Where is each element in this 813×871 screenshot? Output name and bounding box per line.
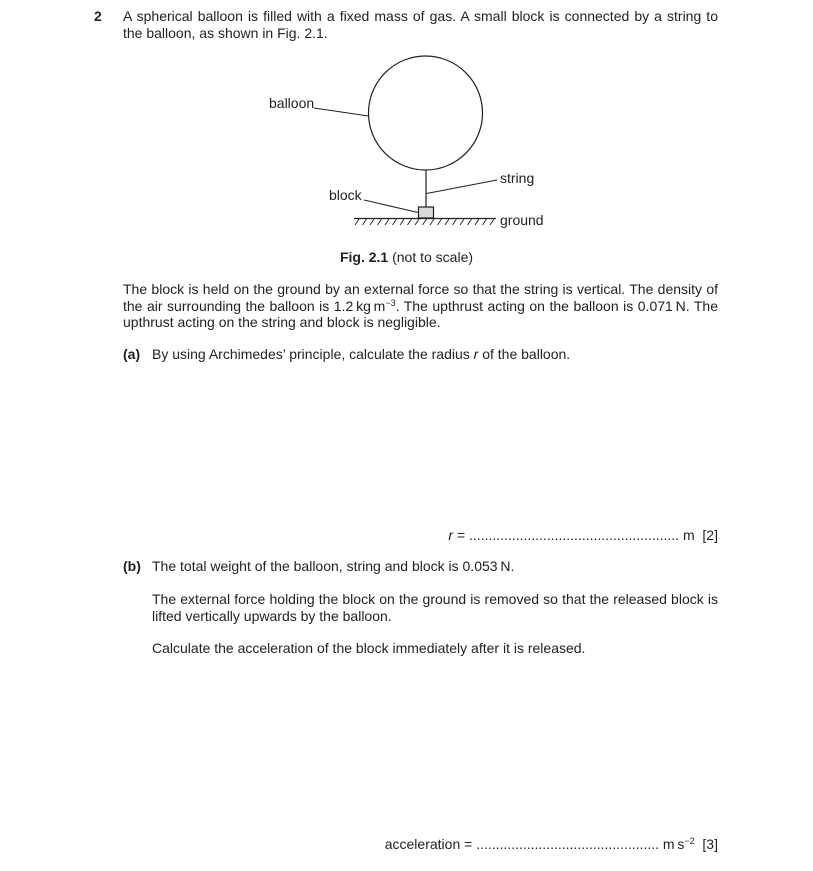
string-label: string <box>500 170 535 186</box>
part-a-label: (a) <box>123 346 141 362</box>
part-a-text-pre: By using Archimedes’ principle, calculate the radius <box>152 346 474 362</box>
body-text-end: . The upthrust acting on the balloon is 0.071 N. The upthrust acting on the string and block is negligible. <box>123 297 718 330</box>
answer-a-blank[interactable]: ...................................................... <box>469 527 680 543</box>
answer-b-unit: m s <box>659 836 685 852</box>
block-label: block <box>329 187 362 203</box>
answer-b-blank[interactable]: ............................................... <box>476 836 660 852</box>
balloon-leader-line <box>314 108 369 116</box>
body-text-start: The block is held on the ground by an external force so that the string is vertical. The density of the air surrounding the balloon is 1.2 kg m <box>123 281 718 314</box>
figure-2-1-diagram <box>0 0 813 240</box>
figure-caption-note: (not to scale) <box>388 249 474 265</box>
part-b-answer-line[interactable] <box>385 836 718 852</box>
block-leader-line <box>364 200 418 213</box>
ground-label: ground <box>500 212 544 228</box>
block-shape <box>419 207 434 218</box>
part-a-question <box>123 346 723 364</box>
part-b-question <box>123 558 723 576</box>
part-a-text <box>152 346 570 363</box>
part-a-answer-line[interactable] <box>448 527 718 543</box>
answer-variable-r: r <box>448 527 454 543</box>
part-b-text-3: Calculate the acceleration of the block immediately after it is released. <box>152 640 586 656</box>
part-b-label: (b) <box>123 558 141 574</box>
part-b-marks: [3] <box>702 836 718 852</box>
answer-b-label: acceleration = <box>384 836 477 852</box>
answer-b-unit-exponent: −2 <box>684 836 695 846</box>
part-b-text-1: The total weight of the balloon, string and block is 0.053 N. <box>152 558 515 574</box>
part-a-marks: [2] <box>702 527 718 543</box>
question-body <box>123 281 718 331</box>
figure-caption-number: Fig. 2.1 <box>339 249 389 265</box>
density-exponent: −3 <box>385 297 396 308</box>
question-intro: A spherical balloon is filled with a fixed mass of gas. A small block is connected by a string to the balloon, as shown in Fig. 2.1. <box>123 8 718 41</box>
part-b-text-2: The external force holding the block on the ground is removed so that the released block is lifted vertically upwards by the balloon. <box>152 591 718 624</box>
question-number: 2 <box>94 8 102 24</box>
part-a-text-post: of the balloon. <box>478 346 571 362</box>
answer-a-unit: m <box>679 527 695 543</box>
ground-hatching <box>355 219 494 225</box>
answer-equals: = <box>453 527 470 543</box>
balloon-shape <box>369 56 483 170</box>
radius-variable: r <box>473 346 479 362</box>
balloon-label: balloon <box>269 95 315 111</box>
figure-caption <box>0 249 813 265</box>
string-leader-line <box>427 180 498 194</box>
